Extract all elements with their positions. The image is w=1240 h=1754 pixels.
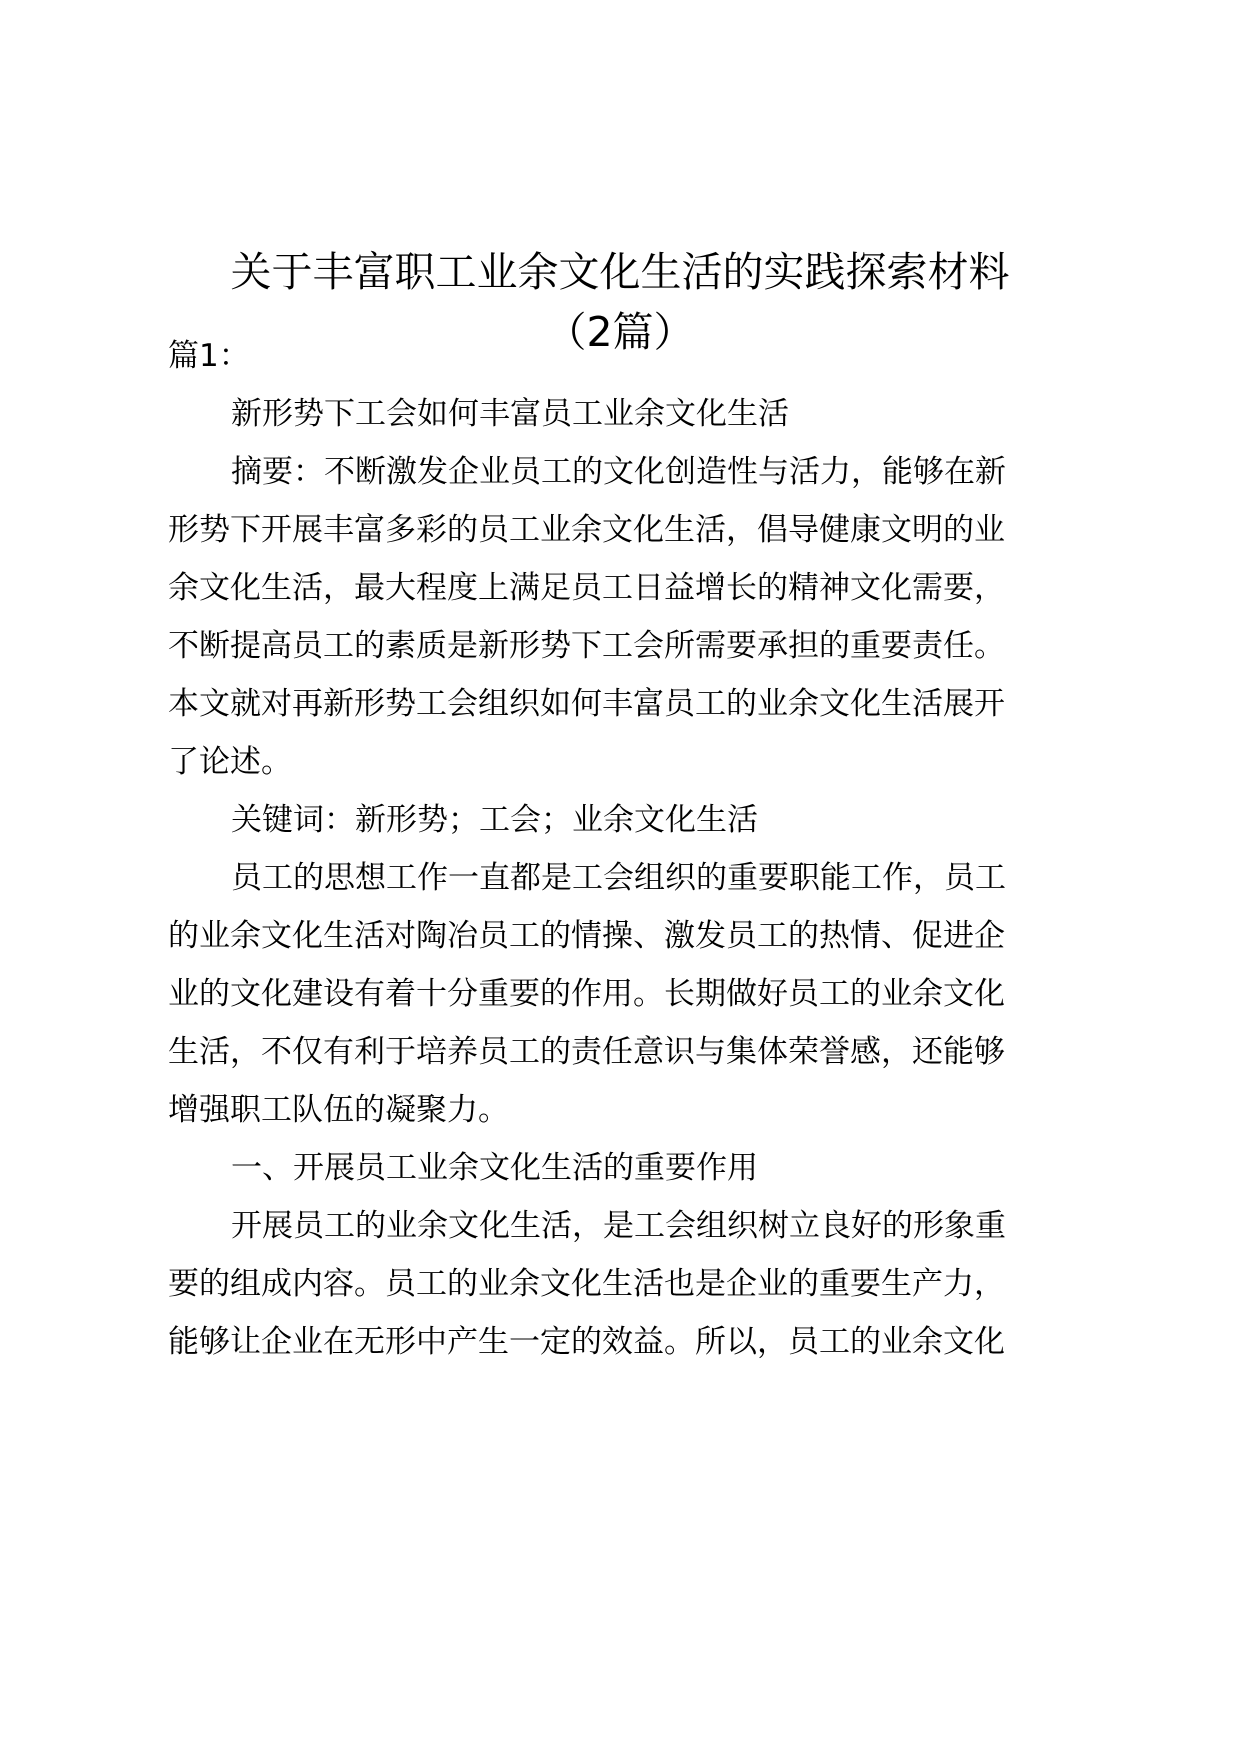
- body-line: 增强职工队伍的凝聚力。: [168, 1092, 509, 1128]
- body-line: 业的文化建设有着十分重要的作用。长期做好员工的业余文化: [168, 976, 1005, 1012]
- body-line: 开展员工的业余文化生活，是工会组织树立良好的形象重: [231, 1208, 1006, 1244]
- abstract-line: 不断提高员工的素质是新形势下工会所需要承担的重要责任。: [168, 628, 1005, 664]
- body-line: 员工的思想工作一直都是工会组织的重要职能工作，员工: [231, 860, 1006, 896]
- article-subtitle: 新形势下工会如何丰富员工业余文化生活: [231, 396, 789, 432]
- body-line: 的业余文化生活对陶冶员工的情操、激发员工的热情、促进企: [168, 918, 1005, 954]
- abstract-line: 余文化生活，最大程度上满足员工日益增长的精神文化需要，: [168, 570, 1005, 606]
- section-heading: 一、开展员工业余文化生活的重要作用: [231, 1150, 758, 1186]
- document-title-line-2: （2篇）: [545, 308, 695, 356]
- abstract-line: 形势下开展丰富多彩的员工业余文化生活，倡导健康文明的业: [168, 512, 1005, 548]
- body-line: 能够让企业在无形中产生一定的效益。所以，员工的业余文化: [168, 1324, 1005, 1360]
- body-line: 生活，不仅有利于培养员工的责任意识与集体荣誉感，还能够: [168, 1034, 1005, 1070]
- abstract-line: 摘要：不断激发企业员工的文化创造性与活力，能够在新: [231, 454, 1006, 490]
- part-label: 篇1：: [168, 338, 250, 374]
- keywords-line: 关键词：新形势；工会；业余文化生活: [231, 802, 758, 838]
- abstract-line: 了论述。: [168, 744, 292, 780]
- body-line: 要的组成内容。员工的业余文化生活也是企业的重要生产力，: [168, 1266, 1005, 1302]
- document-title-line-1: 关于丰富职工业余文化生活的实践探索材料: [230, 248, 1010, 296]
- abstract-line: 本文就对再新形势工会组织如何丰富员工的业余文化生活展开: [168, 686, 1005, 722]
